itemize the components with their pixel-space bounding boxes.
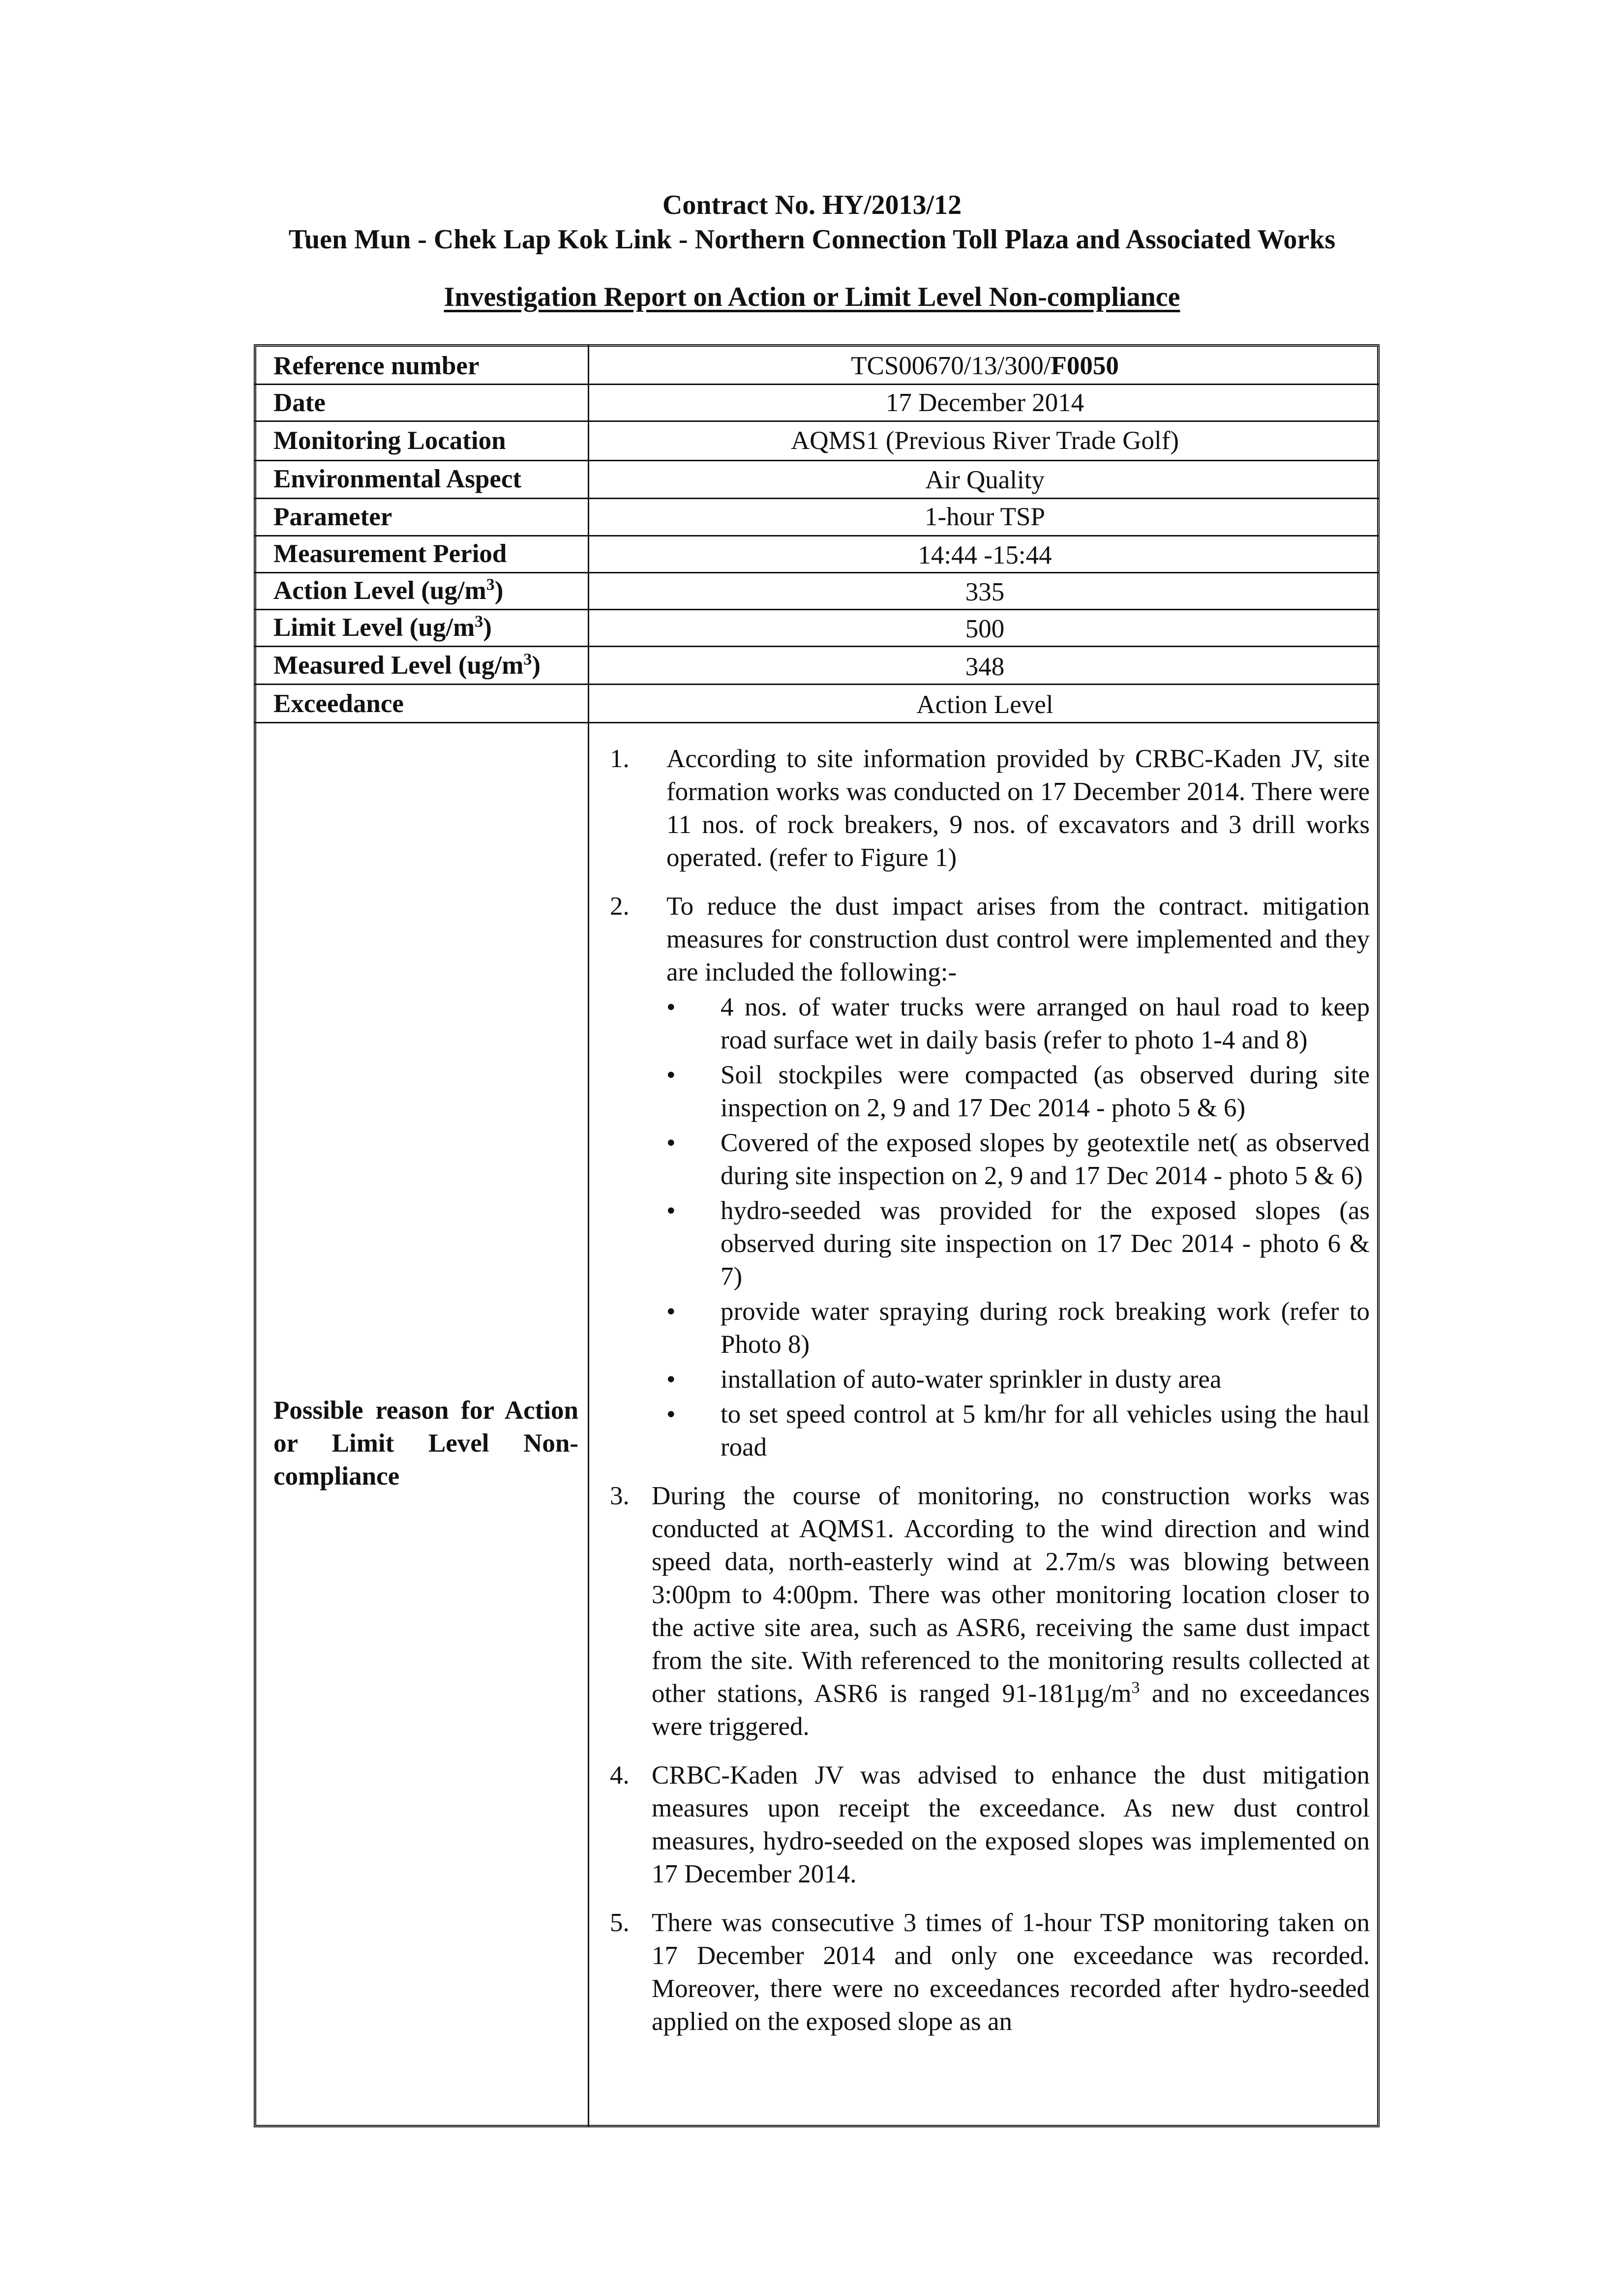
bullet-item (666, 991, 1370, 1057)
row-divider (254, 684, 1380, 685)
label-measured-level (273, 650, 541, 680)
label-text: Limit Level (ug/m (273, 613, 475, 642)
label-text: Action Level (ug/m (273, 576, 486, 605)
bullet-text: hydro-seeded was provided for the exposed slopes (as observed during site inspection on 17 Dec 2014 - photo 6 & 7) (721, 1196, 1370, 1291)
value-monitoring-location: AQMS1 (Previous River Trade Golf) (790, 426, 1179, 455)
bullet-item (666, 1194, 1370, 1293)
column-divider (588, 344, 589, 2127)
value-bold-text: F0050 (1051, 352, 1119, 380)
superscript: 3 (1131, 1678, 1140, 1697)
row-divider (254, 609, 1380, 610)
item-text: CRBC-Kaden JV was advised to enhance the dust mitigation measures upon receipt the exceedance. As new dust control measures, hydro-seeded on the exposed slopes was implemented on 17 December 2014. (652, 1761, 1370, 1888)
value-reference-number (590, 353, 1380, 379)
item-number: 5. (610, 1908, 630, 1937)
bullet-glyph: • (666, 1196, 676, 1225)
report-title (0, 281, 1624, 313)
value-date: 17 December 2014 (885, 388, 1084, 417)
bullet-text: installation of auto-water sprinkler in dusty area (721, 1365, 1222, 1394)
item-number: 1. (610, 745, 630, 773)
bullet-item (666, 1127, 1370, 1193)
bullet-glyph: • (666, 1061, 676, 1089)
bullet-glyph: • (666, 1129, 676, 1157)
value-environmental-aspect: Air Quality (925, 466, 1045, 494)
row-divider (254, 535, 1380, 537)
item-text: According to site information provided by CRBC-Kaden JV, site formation works was conducted on 17 December 2014. There were 11 nos. of rock breakers, 9 nos. of excavators and 3 drill works operated. (refer to Figure 1) (666, 745, 1370, 872)
label-exceedance: Exceedance (273, 689, 404, 718)
label-reference-number: Reference number (273, 352, 480, 380)
item-number: 2. (610, 892, 630, 921)
item-number: 3. (610, 1482, 630, 1510)
list-item (598, 1907, 1370, 2038)
label-date: Date (273, 388, 326, 417)
bullet-item (666, 1363, 1370, 1396)
label-measurement-period: Measurement Period (273, 539, 507, 568)
bullet-glyph: • (666, 993, 676, 1021)
bullet-item (666, 1059, 1370, 1125)
value-exceedance: Action Level (916, 690, 1053, 719)
row-divider (254, 722, 1380, 723)
value-limit-level: 500 (965, 615, 1005, 643)
value-text: TCS00670/13/300/ (851, 352, 1051, 380)
reasons-list (598, 743, 1370, 2054)
bullet-glyph: • (666, 1400, 676, 1429)
contract-number: Contract No. HY/2013/12 (662, 190, 962, 220)
bullet-glyph: • (666, 1297, 676, 1326)
superscript: 3 (486, 575, 495, 594)
list-item (598, 890, 1370, 1464)
report-title-text: Investigation Report on Action or Limit Level Non-compliance (444, 282, 1180, 312)
label-text: Measured Level (ug/m (273, 651, 524, 680)
label-possible-reason: Possible reason for Action or Limit Level Non-compliance (273, 1396, 578, 1491)
label-parameter: Parameter (273, 503, 392, 531)
row-divider (254, 498, 1380, 499)
value-measurement-period: 14:44 -15:44 (918, 541, 1052, 569)
row-divider (254, 420, 1380, 422)
label-environmental-aspect: Environmental Aspect (273, 465, 522, 493)
list-item (598, 1759, 1370, 1891)
label-action-level (273, 575, 504, 605)
item-text: To reduce the dust impact arises from the contract. mitigation measures for construction dust control were implemented and they are included the following:- (666, 892, 1370, 986)
bullet-text: Covered of the exposed slopes by geotextile net( as observed during site inspection on 2, 9 and 17 Dec 2014 - photo 5 & 6) (721, 1129, 1370, 1190)
label-text: ) (532, 651, 541, 680)
item-text: There was consecutive 3 times of 1-hour TSP monitoring taken on 17 December 2014 and only one exceedance was recorded. Moreover, there were no exceedances recorded after hydro-seeded applied on the exposed slope as an (652, 1908, 1370, 2036)
item-text-part: During the course of monitoring, no construction works was conducted at AQMS1. According to the wind direction and wind speed data, north-easterly wind at 2.7m/s was blowing between 3:00pm to 4:00pm. There was other monitoring location closer to the active site area, such as ASR6, receiving the same dust impact from the site. With referenced to the monitoring results collected at other stations, ASR6 is ranged 91-181µg/m (652, 1482, 1370, 1708)
bullet-text: Soil stockpiles were compacted (as observed during site inspection on 2, 9 and 17 Dec 2014 - photo 5 & 6) (721, 1061, 1370, 1122)
superscript: 3 (475, 612, 483, 631)
label-text: ) (483, 613, 492, 642)
superscript: 3 (523, 650, 532, 669)
list-item (598, 1480, 1370, 1743)
bullet-text: provide water spraying during rock breaking work (refer to Photo 8) (721, 1297, 1370, 1359)
row-divider (254, 646, 1380, 647)
list-item (598, 743, 1370, 874)
label-text: ) (494, 576, 504, 605)
row-divider (254, 572, 1380, 573)
value-measured-level: 348 (965, 653, 1005, 681)
value-action-level: 335 (965, 578, 1005, 606)
bullet-glyph: • (666, 1365, 676, 1394)
value-parameter: 1-hour TSP (925, 503, 1045, 531)
label-limit-level (273, 612, 492, 642)
item-number: 4. (610, 1761, 630, 1789)
bullet-text: 4 nos. of water trucks were arranged on haul road to keep road surface wet in daily basis (refer to photo 1-4 and 8) (721, 993, 1370, 1054)
project-title: Tuen Mun - Chek Lap Kok Link - Northern Connection Toll Plaza and Associated Works (288, 224, 1336, 255)
item-text-part: and no exceedances were triggered. (652, 1679, 1370, 1741)
bullet-item (666, 1295, 1370, 1361)
item-text (652, 1480, 1370, 1743)
bullet-item (666, 1398, 1370, 1464)
row-divider (254, 384, 1380, 385)
bullet-text: to set speed control at 5 km/hr for all vehicles using the haul road (721, 1400, 1370, 1461)
row-divider (254, 460, 1380, 461)
label-monitoring-location: Monitoring Location (273, 426, 506, 455)
